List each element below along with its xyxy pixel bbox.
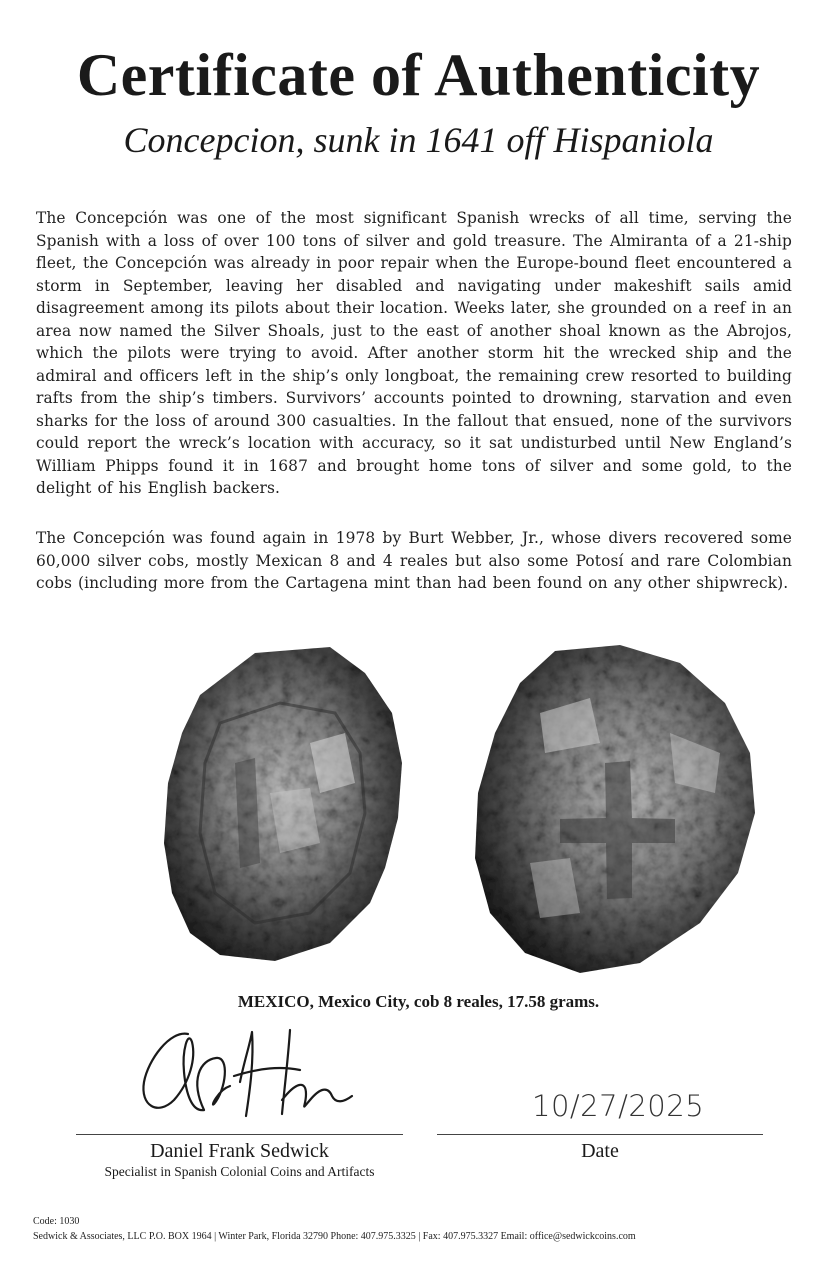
page-title: Certificate of Authenticity <box>76 42 761 108</box>
company-contact-line: Sedwick & Associates, LLC P.O. BOX 1964 | Winter Park, Florida 32790 Phone: 407.975.3325 | Fax: 407.975.3327 Email: office@sedwickcoins.com <box>33 1231 636 1242</box>
coin-photo <box>160 643 760 981</box>
date-label: Date <box>581 1140 619 1162</box>
date-value: 10/27/2025 <box>532 1089 705 1123</box>
discovery-paragraph: The Concepción was found again in 1978 by Burt Webber, Jr., whose divers recovered some 60,000 silver cobs, mostly Mexican 8 and 4 reales but also some Potosí and rare Colombian cobs (including more from the Cartagena mint than had been found on any other shipwreck). <box>36 529 792 592</box>
handwritten-signature <box>130 1020 360 1130</box>
signer-name: Daniel Frank Sedwick <box>150 1140 329 1162</box>
coin-caption: MEXICO, Mexico City, cob 8 reales, 17.58 grams. <box>237 992 600 1011</box>
signer-title: Specialist in Spanish Colonial Coins and Artifacts <box>104 1164 375 1179</box>
signature-line <box>76 1134 403 1135</box>
coin-obverse <box>164 647 402 961</box>
certificate-code: Code: 1030 <box>33 1216 80 1227</box>
coin-reverse <box>475 645 755 973</box>
page-subtitle: Concepcion, sunk in 1641 off Hispaniola <box>123 120 714 160</box>
history-paragraph: The Concepción was one of the most significant Spanish wrecks of all time, serving the Spanish with a loss of over 100 tons of silver and gold treasure. The Almiranta of a 21-ship fleet, the Concepción was already in poor repair when the Europe-bound fleet encountered a storm in September, leaving her disabled and navigating under makeshift sails amid disagreement among its pilots about their location. Weeks later, she grounded on a reef in an area now named the Silver Shoals, just to the east of another shoal known as the Abrojos, which the pilots were trying to avoid. After another storm hit the wrecked ship and the admiral and officers left in the ship’s only longboat, the remaining crew resorted to building rafts from the ship’s timbers. Survivors’ accounts pointed to drowning, starvation and even sharks for the loss of around 300 casualties. In the fallout that ensued, none of the survivors could report the wreck’s location with accuracy, so it sat undisturbed until New England’s William Phipps found it in 1687 and brought home tons of silver and some gold, to the delight of his English backers. <box>36 209 792 497</box>
date-line <box>437 1134 763 1135</box>
